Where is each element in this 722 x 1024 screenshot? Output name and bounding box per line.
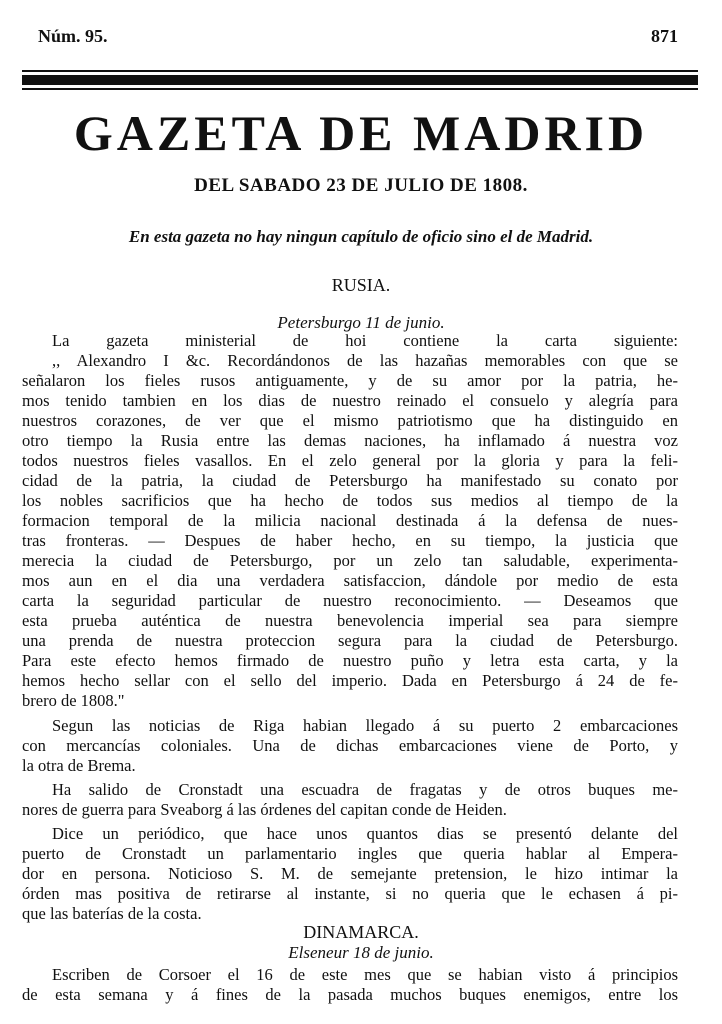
text-line: tras fronteras. — Despues de haber hecho, en su tiempo, la justicia que [22,531,678,550]
text-line: dor en persona. Noticioso S. M. de semejante pretension, le hizo intimar la [22,864,678,883]
text-line: que las baterías de la costa. [22,904,202,923]
section-heading-rusia: RUSIA. [331,275,391,295]
official-notice: En esta gazeta no hay ningun capítulo de oficio sino el de Madrid. [128,227,594,246]
text-line: Escriben de Corsoer el 16 de este mes que se habian visto á principios [52,965,678,984]
text-line: Segun las noticias de Riga habian llegado á su puerto 2 embarcaciones [52,716,678,735]
text-line: La gazeta ministerial de hoi contiene la carta siguiente: [52,331,678,350]
text-line: carta la seguridad particular de nuestro reconocimiento. — Deseamos que [22,591,678,610]
rule-thin-top [22,70,698,72]
text-line: los nobles sacrificios que ha hecho de todos sus medios al tiempo de la [22,491,678,510]
text-line: mos tenido tambien en los dias de nuestro reinado el consuelo y alegría para [22,391,678,410]
text-line: Dice un periódico, que hace unos quantos dias se presentó delante del [52,824,678,843]
text-line: una prenda de nuestra proteccion segura para la ciudad de Petersburgo. [22,631,678,650]
text-line: de esta semana y á fines de la pasada muchos buques enemigos, entre los [22,985,678,1004]
text-line: nores de guerra para Sveaborg á las órdenes del capitan conde de Heiden. [22,800,507,819]
issue-number: Núm. 95. [38,26,108,46]
text-line: mos aun en el dia una verdadera satisfaccion, dándole por medio de esta [22,571,678,590]
text-line: ,, Alexandro I &c. Recordándonos de las hazañas memorables con que se [52,351,678,370]
text-line: esta prueba auténtica de nuestra benevolencia imperial sea para siempre [22,611,678,630]
masthead-title: GAZETA DE MADRID [73,105,649,161]
masthead-rule [22,70,698,92]
text-line: hemos hecho sellar con el sello del imperio. Dada en Petersburgo á 24 de fe- [22,671,678,690]
page-number: 871 [651,26,678,46]
text-line: puerto de Cronstadt un parlamentario ingles que queria hablar al Empera- [22,844,678,863]
page-header [38,26,678,52]
section-heading-dinamarca: DINAMARCA. [303,922,419,942]
rule-thin-bottom [22,88,698,90]
dateline-petersburgo: Petersburgo 11 de junio. [277,313,445,332]
text-line: brero de 1808." [22,691,125,710]
text-line: merecia la ciudad de Petersburgo, por un zelo tan saludable, experimenta- [22,551,678,570]
text-line: todos nuestros fieles vasallos. En el zelo general por la gloria y para la feli- [22,451,678,470]
rule-thick [22,75,698,85]
dateline-elseneur: Elseneur 18 de junio. [288,943,434,962]
text-line: nuestros corazones, de ver que el mismo patriotismo que ha distinguido en [22,411,678,430]
text-line: Ha salido de Cronstadt una escuadra de fragatas y de otros buques me- [52,780,678,799]
issue-dateline: DEL SABADO 23 DE JULIO DE 1808. [194,175,528,196]
text-line: formacion temporal de la milicia nacional destinada á la defensa de nues- [22,511,678,530]
text-line: Para este efecto hemos firmado de nuestro puño y letra esta carta, y la [22,651,678,670]
text-line: órden mas positiva de retirarse al instante, si no queria que le echasen á pi- [22,884,678,903]
text-line: con mercancías coloniales. Una de dichas embarcaciones viene de Porto, y [22,736,678,755]
text-line: la otra de Brema. [22,756,136,775]
text-line: señalaron los fieles rusos antiguamente, y de su amor por la patria, he- [22,371,678,390]
text-line: otro tiempo la Rusia entre las demas naciones, ha inflamado á nuestra voz [22,431,678,450]
text-line: cidad de la patria, la ciudad de Petersburgo ha manifestado su conato por [22,471,678,490]
